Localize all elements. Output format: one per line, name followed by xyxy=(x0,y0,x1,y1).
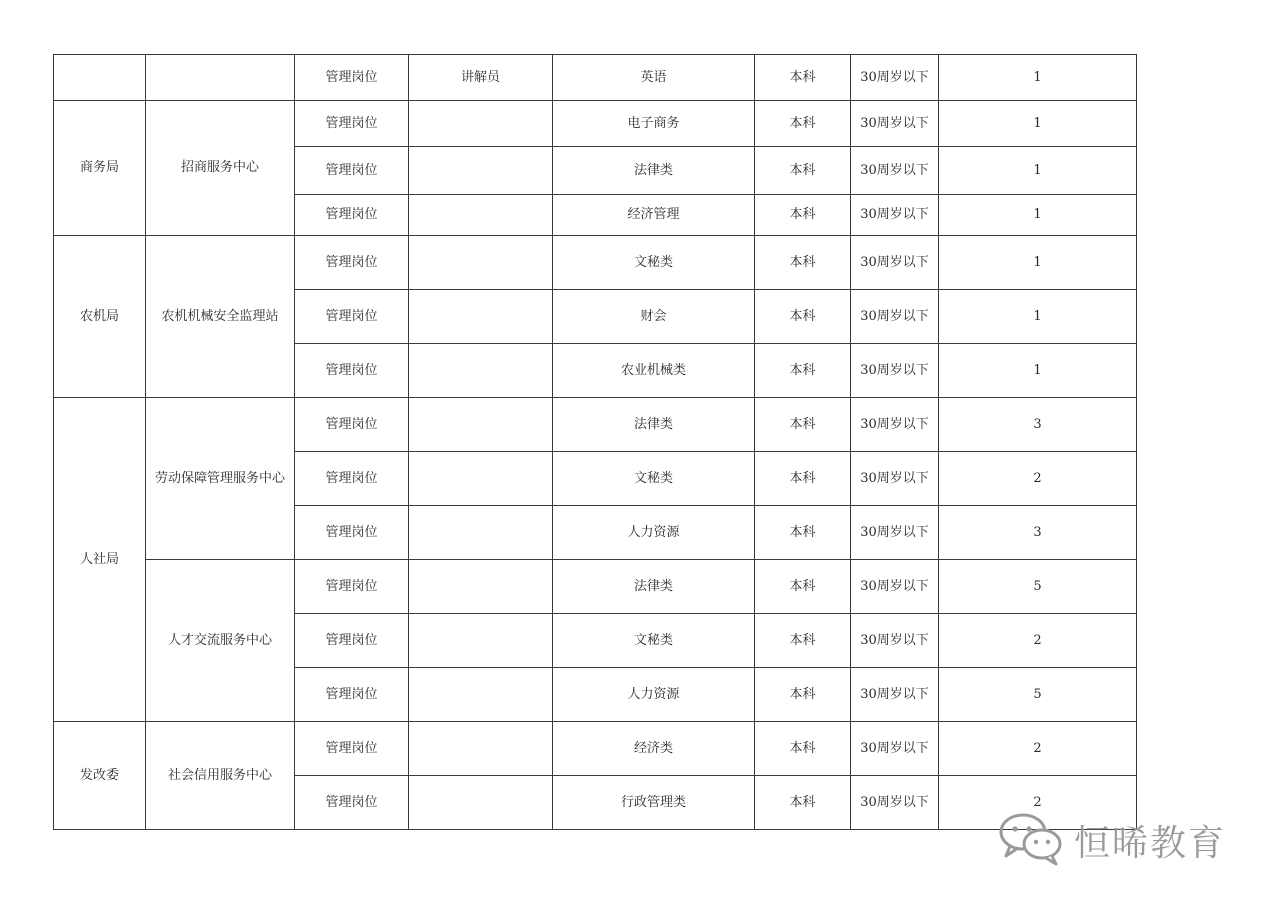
count-cell: 1 xyxy=(939,147,1137,195)
education-cell: 本科 xyxy=(755,398,851,452)
major-cell: 经济类 xyxy=(553,722,755,776)
post-cell: 管理岗位 xyxy=(295,147,409,195)
major-cell: 法律类 xyxy=(553,560,755,614)
post-cell: 管理岗位 xyxy=(295,560,409,614)
major-cell: 法律类 xyxy=(553,398,755,452)
age-cell: 30周岁以下 xyxy=(851,101,939,147)
post-cell: 管理岗位 xyxy=(295,55,409,101)
unit-cell: 人才交流服务中心 xyxy=(146,560,295,722)
count-cell: 3 xyxy=(939,506,1137,560)
watermark-text: 恒晞教育 xyxy=(1074,822,1227,864)
dept-cell: 人社局 xyxy=(54,398,146,722)
post-cell: 管理岗位 xyxy=(295,398,409,452)
age-cell: 30周岁以下 xyxy=(851,668,939,722)
age-cell: 30周岁以下 xyxy=(851,236,939,290)
education-cell: 本科 xyxy=(755,195,851,236)
count-cell: 1 xyxy=(939,195,1137,236)
recruitment-table xyxy=(53,54,1137,830)
education-cell: 本科 xyxy=(755,560,851,614)
table-row xyxy=(54,560,1137,614)
dept-cell: 农机局 xyxy=(54,236,146,398)
role-cell xyxy=(409,344,553,398)
post-cell: 管理岗位 xyxy=(295,290,409,344)
count-cell: 3 xyxy=(939,398,1137,452)
major-cell: 文秘类 xyxy=(553,614,755,668)
role-cell xyxy=(409,195,553,236)
dept-cell xyxy=(54,55,146,101)
education-cell: 本科 xyxy=(755,344,851,398)
role-cell xyxy=(409,614,553,668)
major-cell: 行政管理类 xyxy=(553,776,755,830)
count-cell: 5 xyxy=(939,668,1137,722)
education-cell: 本科 xyxy=(755,55,851,101)
age-cell: 30周岁以下 xyxy=(851,614,939,668)
major-cell: 文秘类 xyxy=(553,236,755,290)
age-cell: 30周岁以下 xyxy=(851,506,939,560)
count-cell: 2 xyxy=(939,452,1137,506)
post-cell: 管理岗位 xyxy=(295,722,409,776)
role-cell: 讲解员 xyxy=(409,55,553,101)
major-cell: 电子商务 xyxy=(553,101,755,147)
major-cell: 经济管理 xyxy=(553,195,755,236)
role-cell xyxy=(409,776,553,830)
unit-cell xyxy=(146,55,295,101)
table-row xyxy=(54,722,1137,776)
role-cell xyxy=(409,506,553,560)
major-cell: 人力资源 xyxy=(553,506,755,560)
age-cell: 30周岁以下 xyxy=(851,722,939,776)
education-cell: 本科 xyxy=(755,290,851,344)
post-cell: 管理岗位 xyxy=(295,506,409,560)
count-cell: 1 xyxy=(939,101,1137,147)
role-cell xyxy=(409,668,553,722)
education-cell: 本科 xyxy=(755,452,851,506)
role-cell xyxy=(409,236,553,290)
education-cell: 本科 xyxy=(755,506,851,560)
education-cell: 本科 xyxy=(755,236,851,290)
age-cell: 30周岁以下 xyxy=(851,344,939,398)
role-cell xyxy=(409,101,553,147)
age-cell: 30周岁以下 xyxy=(851,776,939,830)
post-cell: 管理岗位 xyxy=(295,236,409,290)
table-row xyxy=(54,398,1137,452)
age-cell: 30周岁以下 xyxy=(851,147,939,195)
major-cell: 文秘类 xyxy=(553,452,755,506)
unit-cell: 农机机械安全监理站 xyxy=(146,236,295,398)
role-cell xyxy=(409,560,553,614)
age-cell: 30周岁以下 xyxy=(851,195,939,236)
count-cell: 2 xyxy=(939,614,1137,668)
post-cell: 管理岗位 xyxy=(295,614,409,668)
post-cell: 管理岗位 xyxy=(295,452,409,506)
education-cell: 本科 xyxy=(755,776,851,830)
table-row xyxy=(54,101,1137,147)
dept-cell: 发改委 xyxy=(54,722,146,830)
count-cell: 5 xyxy=(939,560,1137,614)
unit-cell: 劳动保障管理服务中心 xyxy=(146,398,295,560)
post-cell: 管理岗位 xyxy=(295,195,409,236)
major-cell: 英语 xyxy=(553,55,755,101)
role-cell xyxy=(409,452,553,506)
age-cell: 30周岁以下 xyxy=(851,452,939,506)
education-cell: 本科 xyxy=(755,722,851,776)
role-cell xyxy=(409,290,553,344)
age-cell: 30周岁以下 xyxy=(851,560,939,614)
unit-cell: 社会信用服务中心 xyxy=(146,722,295,830)
major-cell: 财会 xyxy=(553,290,755,344)
age-cell: 30周岁以下 xyxy=(851,55,939,101)
table-row xyxy=(54,236,1137,290)
count-cell: 1 xyxy=(939,290,1137,344)
count-cell: 1 xyxy=(939,344,1137,398)
major-cell: 法律类 xyxy=(553,147,755,195)
role-cell xyxy=(409,398,553,452)
post-cell: 管理岗位 xyxy=(295,101,409,147)
count-cell: 2 xyxy=(939,722,1137,776)
count-cell: 1 xyxy=(939,236,1137,290)
education-cell: 本科 xyxy=(755,101,851,147)
post-cell: 管理岗位 xyxy=(295,776,409,830)
age-cell: 30周岁以下 xyxy=(851,290,939,344)
major-cell: 人力资源 xyxy=(553,668,755,722)
age-cell: 30周岁以下 xyxy=(851,398,939,452)
role-cell xyxy=(409,722,553,776)
education-cell: 本科 xyxy=(755,614,851,668)
wechat-icon xyxy=(998,810,1064,870)
role-cell xyxy=(409,147,553,195)
education-cell: 本科 xyxy=(755,668,851,722)
unit-cell: 招商服务中心 xyxy=(146,101,295,236)
education-cell: 本科 xyxy=(755,147,851,195)
count-cell: 2 xyxy=(939,776,1137,830)
count-cell: 1 xyxy=(939,55,1137,101)
table-row xyxy=(54,55,1137,101)
watermark xyxy=(998,808,1226,872)
major-cell: 农业机械类 xyxy=(553,344,755,398)
post-cell: 管理岗位 xyxy=(295,344,409,398)
post-cell: 管理岗位 xyxy=(295,668,409,722)
dept-cell: 商务局 xyxy=(54,101,146,236)
